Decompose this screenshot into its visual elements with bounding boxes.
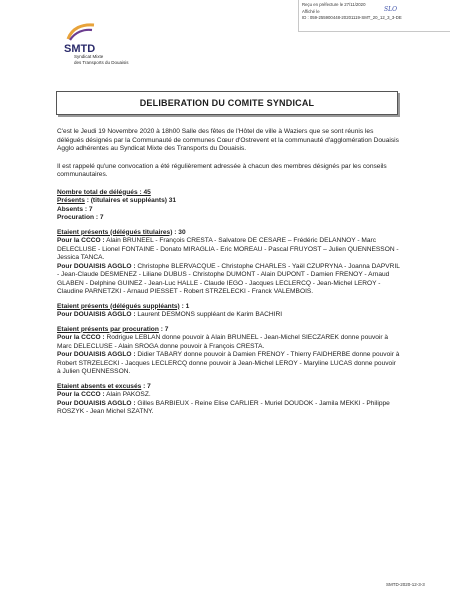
ccco-label: Pour la CCCO :	[57, 334, 105, 341]
procuration-count: Procuration : 7	[57, 214, 104, 221]
reminder-paragraph: Il est rappelé qu'une convocation a été régulièrement adressée à chacun des membres désignés par les conseils communautaires.	[57, 162, 387, 178]
ccco-list	[57, 237, 400, 263]
da-list	[57, 263, 400, 297]
section-heading	[57, 326, 400, 335]
deliberation-body	[57, 128, 400, 417]
prefecture-stamp	[298, 0, 450, 32]
heading-text: Etaient présents par procuration	[57, 325, 159, 333]
da-label: Pour DOUAISIS AGGLO :	[57, 351, 136, 358]
counts-block	[57, 189, 400, 223]
heading-count: : 7	[158, 325, 169, 333]
da-names: Gilles BARBIEUX - Reine Elise CARLIER - Muriel DOUDOK - Jamila MEKKI - Philippe ROSZYK - Jean Michel SZATNY.	[57, 399, 390, 415]
heading-text: Etaient présents (délégués suppléants)	[57, 302, 180, 310]
da-list	[57, 400, 400, 417]
org-line-2: des Transports du Douaisis	[74, 59, 129, 65]
ccco-names: Alain PAKOSZ.	[104, 391, 151, 398]
ccco-list	[57, 334, 400, 351]
stamp-id: ID : 059-255900448-20201119-SMT_20_12_3_3-DE	[302, 15, 402, 21]
page-title	[56, 91, 398, 115]
da-names: Christophe BLERVACQUE - Christophe CHARLES - Yaël CZUPRYNA - Joanna DAPVRIL - Jean-Claude DESMENEZ - Liliane DUBUS - Christophe DUMONT - Alain DUPONT - Damien FRENOY - Arnaud GLABEN - Delphine GUINEZ - Jean-Luc HALLE - Claude IEGO - Jacques LECLERCQ - Jean-Michel LEROY - Claudine PARNETZKI - Arnaud PIESSET - Robert STRZELECKI - Franck VALEMBOIS.	[57, 262, 400, 295]
heading-count: : 7	[141, 382, 151, 390]
present-count	[57, 197, 400, 206]
da-label: Pour DOUAISIS AGGLO :	[57, 399, 136, 407]
intro-paragraph: C'est le Jeudi 19 Novembre 2020 à 18h00 Salle des fêtes de l'Hôtel de ville à Waziers que se sont réunis les délégués désignés par la Communauté de communes Cœur d'Ostrevent et la communauté d'agglomération Douaisis Agglo adhérentes au Syndicat Mixte des Transports du Douaisis.	[57, 128, 399, 152]
da-list	[57, 311, 400, 320]
da-list	[57, 351, 400, 377]
da-names: Didier TABARY donne pouvoir à Damien FRENOY - Thierry FAIDHERBE donne pouvoir à Robert STRZELECKI - Jacques LECLERCQ donne pouvoir à Jean-Michel LEROY - Maryline LUCAS donne pouvoir à Julien QUENNESSON.	[57, 351, 400, 375]
smtd-logo	[58, 22, 108, 58]
document-reference: SMTD-2020-12-3-3	[386, 582, 425, 587]
ccco-names: Rodrigue LEBLAN donne pouvoir à Alain BRUNEEL - Jean-Michel SIECZAREK donne pouvoir à Marc DELECLUSE - Alain SROGA donne pouvoir à François CRESTA.	[57, 334, 389, 350]
section-heading	[57, 383, 400, 392]
absent-count: Absents : 7	[57, 205, 93, 213]
section-present-substitute	[57, 303, 400, 320]
ccco-label: Pour la CCCO :	[57, 391, 105, 398]
stamp-signature: SLO	[384, 6, 398, 13]
title-text: DELIBERATION DU COMITE SYNDICAL	[139, 98, 315, 108]
heading-text: Etaient absents et excusés	[57, 382, 142, 390]
da-label: Pour DOUAISIS AGGLO :	[57, 262, 136, 270]
section-absent	[57, 383, 400, 417]
total-count: Nombre total de délégués : 45	[57, 188, 151, 196]
section-heading	[57, 229, 400, 238]
present-label: Présents	[57, 197, 85, 204]
ccco-names: Alain BRUNEEL - François CRESTA - Salvatore DE CESARE – Frédéric DELANNOY - Marc DELECLUSE - Lionel FONTAINE - Donato MIRAGLIA - Eric MOREAU - Pascal FRUYOST – Julien QUENNESSON - Jessica TANCA.	[57, 237, 399, 261]
ccco-list	[57, 391, 400, 400]
ccco-label: Pour la CCCO :	[57, 237, 105, 244]
logo-text: SMTD	[64, 43, 96, 55]
heading-count: : 30	[172, 228, 186, 236]
section-heading	[57, 303, 400, 312]
da-names: Laurent DESMONS suppléant de Karim BACHIRI	[135, 311, 283, 318]
heading-count: : 1	[179, 302, 190, 310]
section-present-titular	[57, 229, 400, 297]
org-line-1: Syndicat Mixte	[74, 54, 104, 59]
stamp-received: Reçu en préfecture le 27/11/2020	[302, 2, 366, 7]
heading-text: Etaient présents (délégués titulaires)	[57, 228, 173, 236]
org-name	[74, 54, 144, 65]
da-label: Pour DOUAISIS AGGLO :	[57, 311, 136, 318]
present-rest: : (titulaires et suppléants) 31	[84, 197, 177, 204]
section-proxy	[57, 326, 400, 377]
stamp-posted: Affiché le	[302, 8, 320, 14]
